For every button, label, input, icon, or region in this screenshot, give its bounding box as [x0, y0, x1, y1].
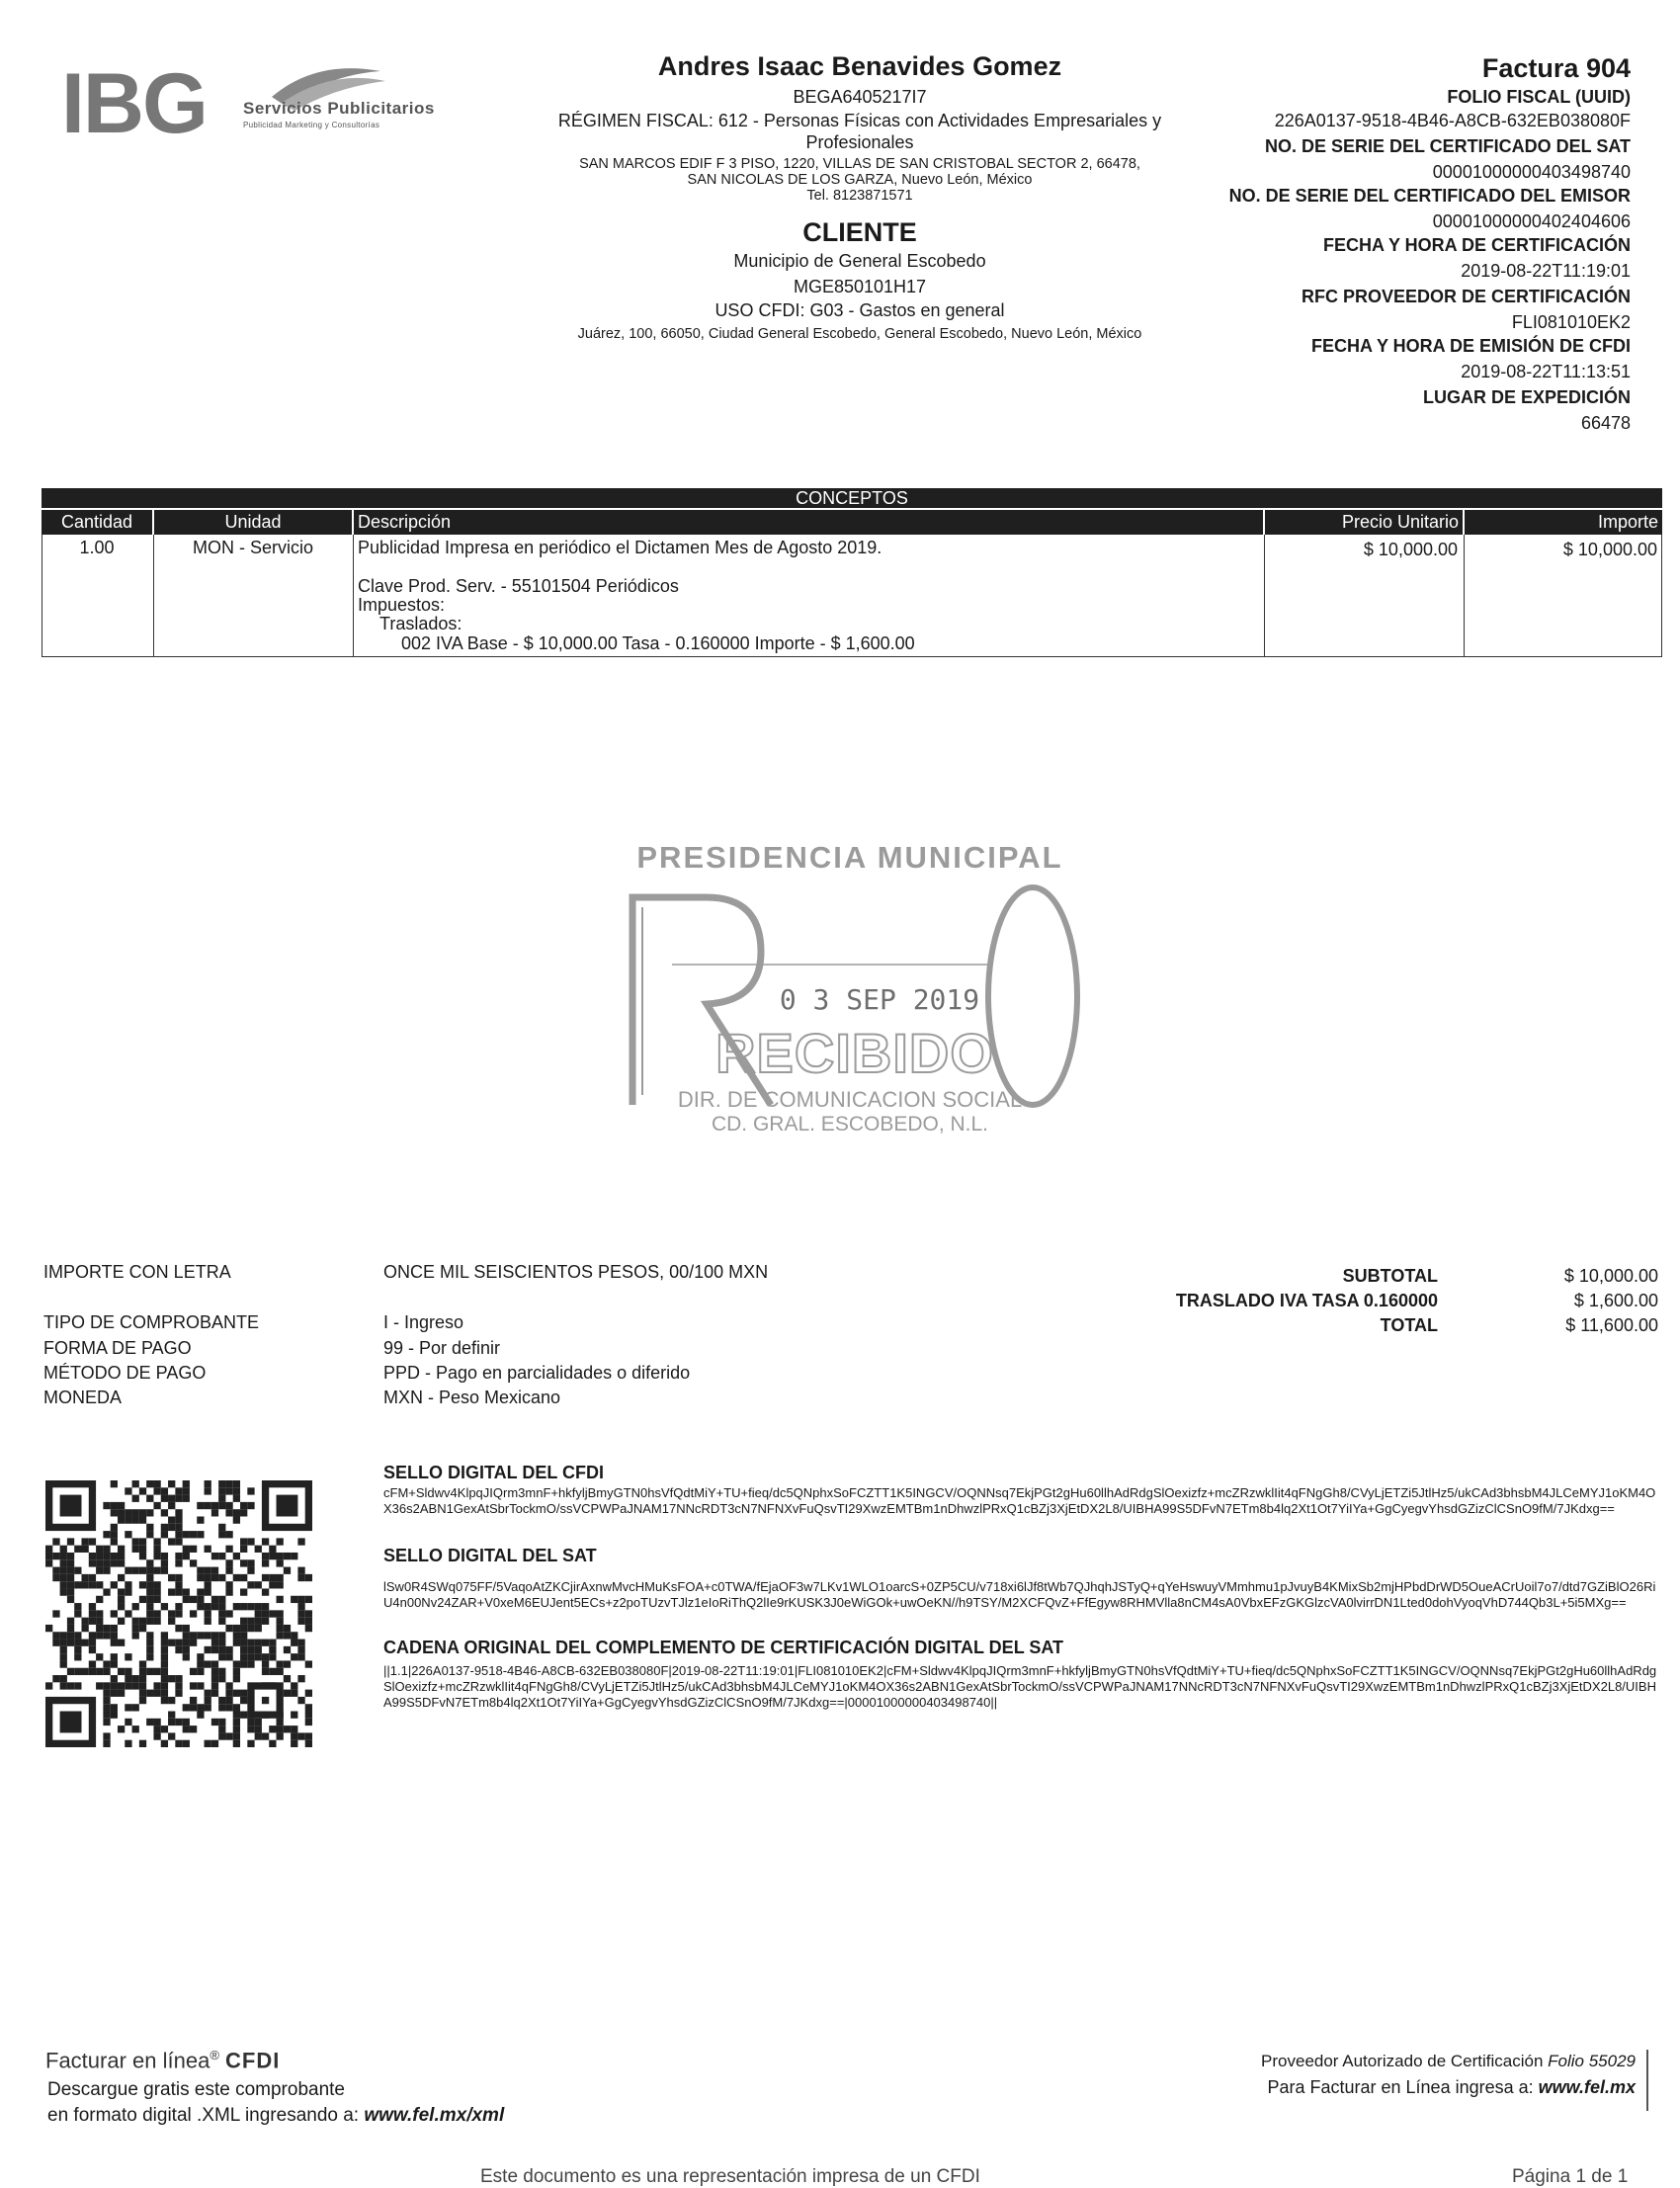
- emisor-tel: Tel. 8123871571: [806, 188, 913, 204]
- logo-subtitle: Servicios Publicitarios: [243, 99, 435, 118]
- row-cantidad: 1.00: [79, 538, 115, 557]
- footer-facturar-prefix: Para Facturar en Línea ingresa a:: [1267, 2077, 1534, 2097]
- cert-sat-label: NO. DE SERIE DEL CERTIFICADO DEL SAT: [1264, 136, 1631, 156]
- footer-download-link[interactable]: www.fel.mx/xml: [364, 2105, 505, 2126]
- footer-download-prefix: en formato digital .XML ingresando a:: [47, 2105, 360, 2126]
- column-line: [1464, 535, 1465, 657]
- moneda-label: MONEDA: [43, 1388, 123, 1407]
- total-label: TOTAL: [1380, 1315, 1438, 1335]
- stamp-word: RECIBIDO: [715, 1022, 994, 1084]
- lugar-label: LUGAR DE EXPEDICIÓN: [1422, 387, 1631, 407]
- col-header-cantidad: Cantidad: [42, 510, 152, 535]
- importe-letra-value: ONCE MIL SEISCIENTOS PESOS, 00/100 MXN: [383, 1262, 769, 1282]
- subtotal-label: SUBTOTAL: [1342, 1266, 1438, 1286]
- iva-value: $ 1,600.00: [1573, 1291, 1658, 1310]
- emisor-rfc: BEGA6405217I7: [793, 87, 927, 107]
- emisor-address-1: SAN MARCOS EDIF F 3 PISO, 1220, VILLAS DE SAN CRISTOBAL SECTOR 2, 66478,: [579, 156, 1140, 172]
- forma-pago-label: FORMA DE PAGO: [43, 1338, 192, 1358]
- qr-code-icon: [45, 1480, 312, 1747]
- received-stamp: [613, 840, 1087, 1156]
- cliente-name: Municipio de General Escobedo: [733, 251, 986, 271]
- rfc-prov-label: RFC PROVEEDOR DE CERTIFICACIÓN: [1301, 287, 1631, 306]
- fecha-emision-label: FECHA Y HORA DE EMISIÓN DE CFDI: [1310, 336, 1631, 356]
- iva-label: TRASLADO IVA TASA 0.160000: [1175, 1291, 1438, 1310]
- invoice-title: Factura 904: [1481, 53, 1631, 83]
- header-divider: [1263, 510, 1265, 535]
- importe-letra-label: IMPORTE CON LETRA: [43, 1262, 231, 1282]
- cert-sat-value: 00001000000403498740: [1432, 162, 1631, 182]
- sello-sat-value: lSw0R4SWq075FF/5VaqoAtZKCjirAxnwMvcHMuKsFOA+c0TWA/fEjaOF3w7LKv1WLO1oarcS+0ZP5CU/v718xi6lJf8tWb7QJhqhJSTyQ+qYeHswuyVMmhmu1pJvuyB4KMixSb2mjHPbdDrWD5OueACrUoil7o7/dtd7GZiBlO26RiU4n00Nv24ZAR+V0xeM6EUJent5ECs+z2poTUzvTJlz1eIoRiThQ2lIe9rKUSK3J0eWiGOk+uwOeKN//h9TSY/M2XCFQvZ+FfEgyw8RHMVlla8nCM4sA0VbxEFzGKGlzcVA0lvirrDN1Lted0dohVyoqVhD744Qb3L+5i5MXg==: [383, 1579, 1656, 1610]
- cert-emisor-label: NO. DE SERIE DEL CERTIFICADO DEL EMISOR: [1228, 186, 1631, 206]
- tipo-comprobante-label: TIPO DE COMPROBANTE: [43, 1312, 260, 1332]
- column-line: [353, 535, 354, 657]
- cliente-heading: CLIENTE: [802, 217, 917, 247]
- cliente-address: Juárez, 100, 66050, Ciudad General Escobedo, General Escobedo, Nuevo León, México: [577, 326, 1142, 342]
- cliente-uso-cfdi: USO CFDI: G03 - Gastos en general: [714, 300, 1005, 320]
- stamp-line-1: PRESIDENCIA MUNICIPAL: [636, 840, 1063, 875]
- moneda-value: MXN - Peso Mexicano: [383, 1388, 561, 1407]
- row-clave: Clave Prod. Serv. - 55101504 Periódicos: [358, 576, 679, 596]
- metodo-pago-label: MÉTODO DE PAGO: [43, 1363, 207, 1383]
- emisor-address-2: SAN NICOLAS DE LOS GARZA, Nuevo León, México: [687, 172, 1033, 188]
- stamp-line-2: DIR. DE COMUNICACION SOCIAL: [677, 1087, 1023, 1112]
- row-traslados: Traslados:: [379, 614, 462, 633]
- cadena-original-title: CADENA ORIGINAL DEL COMPLEMENTO DE CERTIFICACIÓN DIGITAL DEL SAT: [383, 1638, 1064, 1657]
- row-iva-detail: 002 IVA Base - $ 10,000.00 Tasa - 0.160000 Importe - $ 1,600.00: [401, 633, 915, 653]
- footer-proveedor-prefix: Proveedor Autorizado de Certificación: [1261, 2052, 1544, 2070]
- metodo-pago-value: PPD - Pago en parcialidades o diferido: [383, 1363, 691, 1383]
- uuid-value: 226A0137-9518-4B46-A8CB-632EB038080F: [1274, 111, 1631, 130]
- footer-download-2: [47, 2105, 504, 2127]
- sello-cfdi-title: SELLO DIGITAL DEL CFDI: [383, 1463, 605, 1482]
- header-divider: [152, 510, 154, 535]
- total-value: $ 11,600.00: [1565, 1315, 1658, 1335]
- fecha-emision-value: 2019-08-22T11:13:51: [1461, 362, 1631, 381]
- col-header-descripcion: Descripción: [354, 510, 1263, 535]
- header-divider: [1463, 510, 1465, 535]
- cadena-original-value: ||1.1|226A0137-9518-4B46-A8CB-632EB038080F|2019-08-22T11:19:01|FLI081010EK2|cFM+Sldwv4KlpqJIQrm3mnF+hkfyljBmyGTN0hsVfQdtMiY+TU+fieq/dc5QNphxSoFCZTT1K5INGCV/OQNNsq7EkjPGt2gHu60llhAdRdgSlOexizfz+mcZRzwklIit4qFNgGh8/CVyLjETZi5JtlHz5/ukCAd3bhsbM4JLCeMYJ1oKM4OX36s2ABN1GexAtSbrTockmO/ssVCPWPaJNAM17NNcRDT3cN7NFNXvFuQsvTI29XwzEMTBm1nDhwzlPRxQ1cBZj3XjEtDX2L8/UIBHA99S5DFvN7ETm8b4lq2Xt1Ot7YiIYa+GgCyegvYhsdGZizClCSnO9fM/7JKdxg==|00001000000403498740||: [383, 1663, 1657, 1710]
- emisor-name: Andres Isaac Benavides Gomez: [657, 51, 1062, 81]
- footer-facturar-link[interactable]: www.fel.mx: [1538, 2077, 1636, 2097]
- emisor-regimen-2: Profesionales: [805, 132, 914, 152]
- row-precio: $ 10,000.00: [1363, 540, 1458, 559]
- footer-download-1: Descargue gratis este comprobante: [47, 2079, 345, 2100]
- footer-divider: [1646, 2050, 1648, 2111]
- sello-sat-title: SELLO DIGITAL DEL SAT: [383, 1546, 597, 1565]
- logo-tagline: Publicidad Marketing y Consultorías: [243, 121, 380, 129]
- cert-emisor-value: 00001000000402404606: [1432, 211, 1631, 231]
- row-importe: $ 10,000.00: [1562, 540, 1657, 559]
- emisor-regimen: RÉGIMEN FISCAL: 612 - Personas Físicas con Actividades Empresariales y: [557, 111, 1162, 130]
- footer-page: Página 1 de 1: [1512, 2166, 1629, 2187]
- logo-text: IBG: [61, 56, 207, 151]
- lugar-value: 66478: [1580, 413, 1631, 433]
- row-descripcion: Publicidad Impresa en periódico el Dictamen Mes de Agosto 2019.: [358, 538, 882, 557]
- col-header-unidad: Unidad: [154, 510, 352, 535]
- sello-cfdi-value: cFM+Sldwv4KlpqJIQrm3mnF+hkfyljBmyGTN0hsVfQdtMiY+TU+fieq/dc5QNphxSoFCZTT1K5INGCV/OQNNsq7EkjPGt2gHu60llhAdRdgSlOexizfz+mcZRzwklIit4qFNgGh8/CVyLjETZi5JtlHz5/ukCAd3bhsbM4JLCeMYJ1oKM4OX36s2ABN1GexAtSbrTockmO/ssVCPWPaJNAM17NNcRDT3cN7NFNXvFuQsvTI29XwzEMTBm1nDhwzlPRxQ1cBZj3XjEtDX2L8/UIBHA99S5DFvN7ETm8b4lq2Xt1Ot7YiIYa+GgCyegvYhsdGZizClCSnO9fM/7JKdxg==: [383, 1485, 1656, 1516]
- footer-brand: [45, 2048, 280, 2073]
- stamp-line-3: CD. GRAL. ESCOBEDO, N.L.: [711, 1113, 989, 1136]
- conceptos-title: CONCEPTOS: [42, 488, 1662, 508]
- row-unidad: MON - Servicio: [192, 538, 313, 557]
- fecha-cert-value: 2019-08-22T11:19:01: [1461, 261, 1631, 281]
- tipo-comprobante-value: I - Ingreso: [383, 1312, 464, 1332]
- cliente-rfc: MGE850101H17: [793, 277, 927, 296]
- subtotal-value: $ 10,000.00: [1563, 1266, 1658, 1286]
- footer-proveedor-folio: Folio 55029: [1548, 2052, 1636, 2070]
- rfc-prov-value: FLI081010EK2: [1511, 312, 1631, 332]
- table-bottom-line: [42, 656, 1662, 657]
- stamp-date: 0 3 SEP 2019: [779, 983, 980, 1016]
- fecha-cert-label: FECHA Y HORA DE CERTIFICACIÓN: [1322, 235, 1631, 255]
- forma-pago-value: 99 - Por definir: [383, 1338, 501, 1358]
- footer-note: Este documento es una representación impresa de un CFDI: [480, 2166, 980, 2187]
- col-header-precio: Precio Unitario: [1265, 510, 1463, 535]
- footer-facturar: [1038, 2077, 1636, 2098]
- col-header-importe: Importe: [1465, 510, 1662, 535]
- uuid-label: FOLIO FISCAL (UUID): [1447, 87, 1631, 107]
- header-divider: [352, 510, 354, 535]
- footer-brand-reg: ®: [210, 2048, 219, 2062]
- row-impuestos: Impuestos:: [358, 595, 446, 615]
- column-line: [1661, 535, 1662, 657]
- footer-brand-cfdi: CFDI: [225, 2048, 281, 2073]
- footer-proveedor: [1038, 2052, 1636, 2071]
- footer-brand-prefix: Facturar en línea: [45, 2048, 210, 2073]
- column-line: [1264, 535, 1265, 657]
